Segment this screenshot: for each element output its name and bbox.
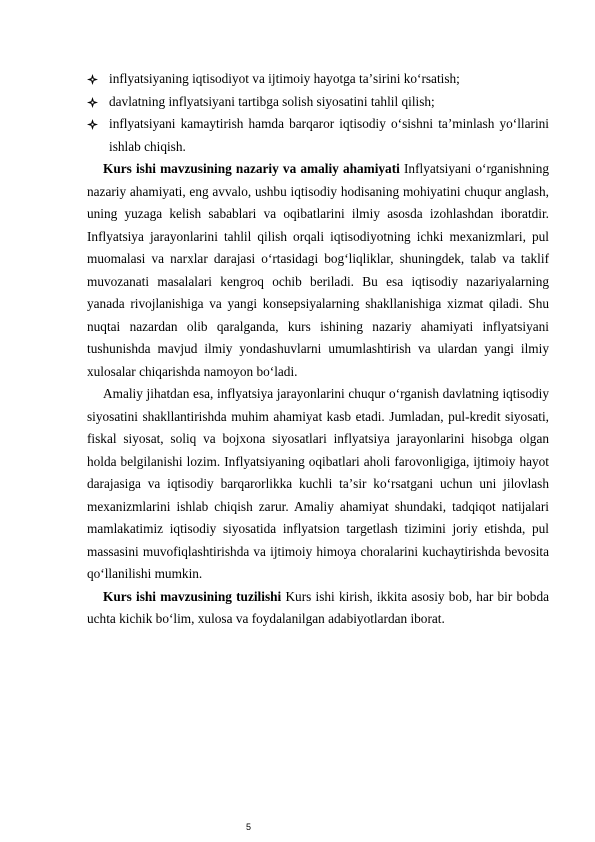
bullet-text: davlatning inflyatsiyani tartibga solish siyosatini tahlil qilish; xyxy=(109,93,435,109)
paragraph-text: Kurs ishi kirish, ikkita asosiy bob, har bir bobda uchta kichik bo‘lim, xulosa va foydalanilgan adabiyotlardan iborat. xyxy=(87,588,549,626)
bullet-item-2 xyxy=(87,91,549,114)
paragraph-text: Amaliy jihatdan esa, inflyatsiya jarayonlarini chuqur o‘rganish davlatning iqtisodiy siyosatini shakllantirishda muhim ahamiyat kasb etadi. Jumladan, pul-kredit siyosati, fiskal siyosat, soliq va bojxona siyosatlari inflyatsiya jarayonlarini hisobga olgan holda belgilanishi lozim. Inflyatsiyaning oqibatlari aholi farovonligiga, ijtimoiy hayot darajasiga va iqtisodiy barqarorlikka kuchli taʼsir ko‘rsatgani uchun uni jilovlash mexanizmlarini ishlab chiqish zarur. Amaliy ahamiyat shundaki, tadqiqot natijalari mamlakatimiz iqtisodiy siyosatida inflyatsion targetlash tizimini joriy etishda, pul massasini muvofiqlashtirishda va ijtimoiy himoya choralarini kuchaytirishda bevosita qo‘llanilishi mumkin. xyxy=(87,386,549,581)
paragraph-structure xyxy=(87,586,549,631)
bullet-text: inflyatsiyaning iqtisodiyot va ijtimoiy hayotga taʼsirini ko‘rsatish; xyxy=(109,71,460,86)
paragraph-heading: Kurs ishi mavzusining nazariy va amaliy ahamiyati xyxy=(103,161,400,176)
bullet-text: inflyatsiyani kamaytirish hamda barqaror iqtisodiy o‘sishni taʼminlash yo‘llarini ishlab chiqish. xyxy=(109,116,549,154)
paragraph-heading: Kurs ishi mavzusining tuzilishi xyxy=(103,588,282,604)
page-number: 5 xyxy=(246,822,252,832)
paragraph-significance xyxy=(87,158,549,383)
diamond-bullet-icon xyxy=(87,119,98,130)
bullet-item-3 xyxy=(87,113,549,158)
diamond-bullet-icon xyxy=(87,74,98,85)
bullet-item-1 xyxy=(87,68,549,91)
diamond-bullet-icon xyxy=(87,97,98,108)
paragraph-practical xyxy=(87,383,549,586)
page-content xyxy=(87,68,549,631)
paragraph-text: Inflyatsiyani o‘rganishning nazariy ahamiyati, eng avvalo, ushbu iqtisodiy hodisaning mohiyatini chuqur anglash, uning yuzaga kelish sabablari va oqibatlarini ilmiy asosda izohlashdan iboratdir. Inflyatsiya jarayonlarini tahlil qilish orqali iqtisodiyotning ichki mexanizmlari, pul muomalasi va narxlar darajasi o‘rtasidagi bog‘liqliklar, shuningdek, talab va taklif muvozanati masalalari kengroq ochib beriladi. Bu esa iqtisodiy nazariyalarning yanada rivojlanishiga va yangi konsepsiyalarning shakllanishiga xizmat qiladi. Shu nuqtai nazardan olib qaralganda, kurs ishining nazariy ahamiyati inflyatsiyani tushunishda mavjud ilmiy yondashuvlarni umumlashtirish va ulardan yangi ilmiy xulosalar chiqarishda namoyon bo‘ladi. xyxy=(87,161,549,379)
